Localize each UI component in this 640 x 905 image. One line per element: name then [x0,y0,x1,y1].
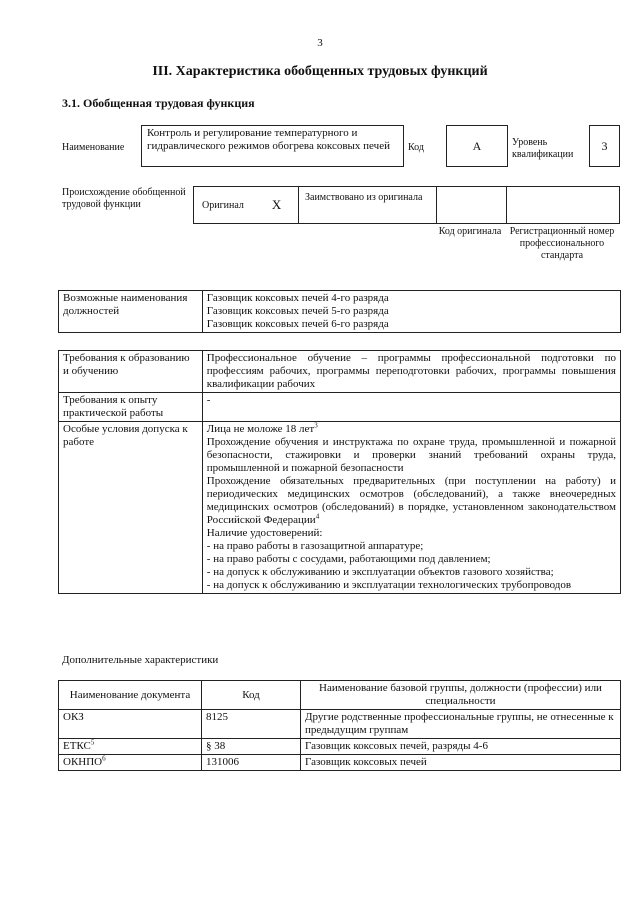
origin-original-mark: X [271,197,282,212]
positions-table [58,290,621,333]
conditions-value [202,422,620,594]
row-code: 8125 [202,710,301,739]
origin-label: Происхождение обобщенной трудовой функции [62,187,186,210]
education-label: Требования к образованию и обучению [59,351,203,393]
table-row [59,739,621,755]
origin-original-cell [194,187,298,223]
condition-cert-item: - на допуск к обслуживанию и эксплуатации объектов газового хозяйства; [206,566,554,578]
function-code-label: Код [408,142,424,153]
row-doc: ЕТКС$^5$ [59,739,202,755]
row-doc: ОКНПО$^6$ [59,755,202,771]
condition-certs-title: Наличие удостоверений: [206,527,323,539]
positions-value [202,291,620,333]
position-item: Газовщик коксовых печей 5-го разряда [206,305,389,317]
position-item: Газовщик коксовых печей 6-го разряда [206,318,389,330]
requirements-table [58,350,621,594]
qualification-level-label: Уровень квалификации [512,137,574,160]
row-doc: ОКЗ [59,710,202,739]
condition-medical: Прохождение обязательных предварительных (при поступлении на работу) и периодических медицинских осмотров (обследований), а также внеочередных медицинских осмотров (обследований) в порядке, установленном законодательством Российской Федерации$^4$ [206,475,616,526]
table-row [59,710,621,739]
conditions-label: Особые условия допуска к работе [59,422,203,594]
experience-label: Требования к опыту практической работы [59,393,203,422]
function-name-value: Контроль и регулирование температурного и гидравлического режимов обогрева коксовых печей [141,125,404,167]
condition-cert-item: - на право работы в газозащитной аппаратуре; [206,540,424,552]
row-code: § 38 [202,739,301,755]
row-code: 131006 [202,755,301,771]
row-name: Газовщик коксовых печей [301,755,621,771]
condition-cert-item: - на право работы с сосудами, работающими под давлением; [206,553,491,565]
section-title: III. Характеристика обобщенных трудовых функций [152,64,488,79]
page-number: 3 [317,37,323,49]
additional-table [58,680,621,771]
condition-age: Лица не моложе 18 лет$^3$ [206,421,318,435]
footnote-ref: 5 [90,738,95,747]
origin-table [193,186,620,224]
origin-code-cell [436,187,506,223]
qualification-level-value: 3 [589,125,620,167]
function-code-value: А [446,125,508,167]
table-row [59,755,621,771]
footnote-ref: 3 [314,421,318,430]
origin-code-caption: Код оригинала [438,226,502,237]
origin-reg-cell [506,187,619,223]
footnote-ref: 6 [102,754,106,763]
header-code: Код [202,681,301,710]
position-item: Газовщик коксовых печей 4-го разряда [206,292,389,304]
origin-borrowed-label: Заимствовано из оригинала [298,187,436,223]
education-value: Профессиональное обучение – программы профессиональной подготовки по профессиям рабочих, программы переподготовки рабочих, программы повышения квалификации рабочих [202,351,620,393]
header-group-name: Наименование базовой группы, должности (профессии) или специальности [301,681,621,710]
origin-original-label: Оригинал [202,199,244,211]
positions-label: Возможные наименования должностей [59,291,203,333]
experience-value: - [202,393,620,422]
subsection-title: 3.1. Обобщенная трудовая функция [62,96,255,110]
footnote-ref: 4 [315,512,320,521]
condition-training: Прохождение обучения и инструктажа по охране труда, промышленной и пожарной безопасности, стажировки и проверки знаний требований охраны труда, промышленной и пожарной безопасности [206,436,616,474]
function-name-label: Наименование [62,142,125,153]
row-name: Газовщик коксовых печей, разряды 4-6 [301,739,621,755]
header-document: Наименование документа [59,681,202,710]
row-name: Другие родственные профессиональные группы, не отнесенные к предыдущим группам [301,710,621,739]
additional-title: Дополнительные характеристики [62,654,219,666]
condition-cert-item: - на допуск к обслуживанию и эксплуатации технологических трубопроводов [206,579,572,591]
origin-reg-caption: Регистрационный номер профессионального стандарта [509,226,615,261]
